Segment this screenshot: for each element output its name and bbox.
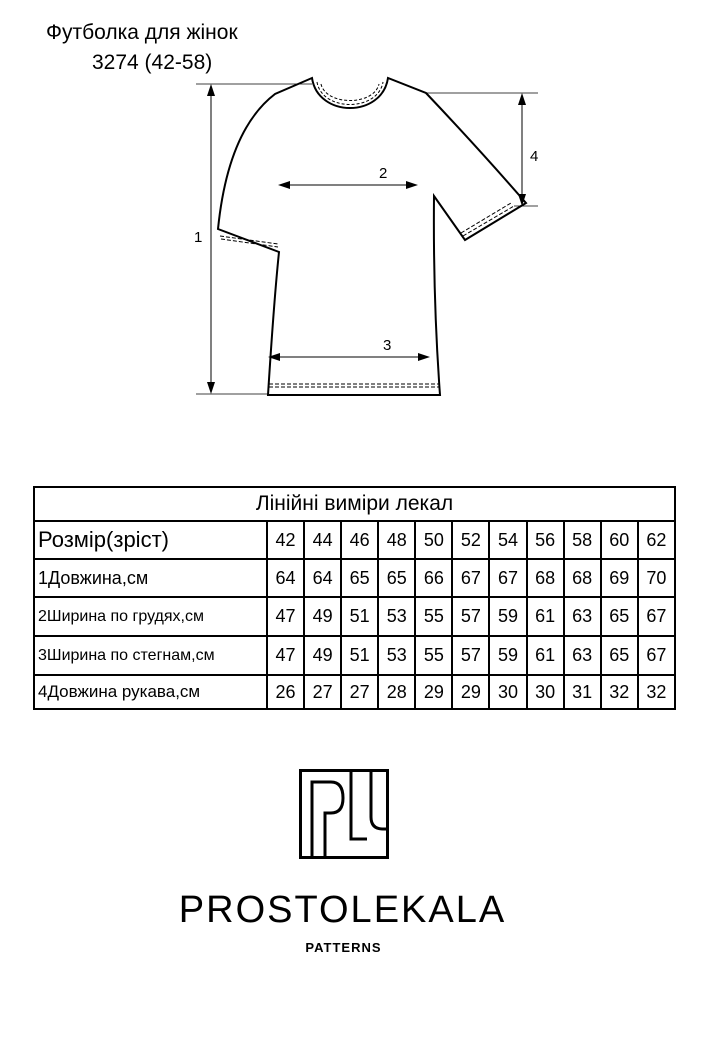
value-cell: 65 — [341, 559, 378, 597]
brand-name: PROSTOLEKALA — [178, 889, 507, 931]
right-sleeve-hem — [463, 206, 514, 236]
size-cell: 50 — [415, 521, 452, 559]
table-row — [34, 597, 675, 636]
size-cell: 52 — [452, 521, 489, 559]
row-label: 3Ширина по стегнам,см — [34, 636, 267, 675]
value-cell: 65 — [378, 559, 415, 597]
value-cell: 49 — [304, 597, 341, 636]
value-cell: 64 — [267, 559, 304, 597]
table-row — [34, 675, 675, 709]
arrowhead — [518, 93, 526, 105]
value-cell: 65 — [601, 636, 638, 675]
brand-logo-icon — [299, 769, 389, 859]
value-cell: 27 — [304, 675, 341, 709]
value-cell: 51 — [341, 636, 378, 675]
value-cell: 30 — [527, 675, 564, 709]
table-row — [34, 559, 675, 597]
size-cell: 56 — [527, 521, 564, 559]
value-cell: 47 — [267, 597, 304, 636]
size-cell: 46 — [341, 521, 378, 559]
value-cell: 57 — [452, 597, 489, 636]
row-label: 2Ширина по грудях,см — [34, 597, 267, 636]
value-cell: 64 — [304, 559, 341, 597]
value-cell: 69 — [601, 559, 638, 597]
value-cell: 53 — [378, 636, 415, 675]
value-cell: 28 — [378, 675, 415, 709]
table-row — [34, 636, 675, 675]
value-cell: 68 — [564, 559, 601, 597]
value-cell: 27 — [341, 675, 378, 709]
measure-label-4: 4 — [530, 148, 539, 165]
tshirt-outline — [218, 78, 526, 395]
value-cell: 67 — [638, 636, 675, 675]
measure-label-1: 1 — [194, 229, 203, 246]
value-cell: 26 — [267, 675, 304, 709]
value-cell: 59 — [489, 597, 526, 636]
value-cell: 63 — [564, 597, 601, 636]
size-cell: 58 — [564, 521, 601, 559]
value-cell: 66 — [415, 559, 452, 597]
value-cell: 29 — [415, 675, 452, 709]
arrowhead — [207, 382, 215, 394]
size-cell: 48 — [378, 521, 415, 559]
size-cell: 44 — [304, 521, 341, 559]
value-cell: 65 — [601, 597, 638, 636]
value-cell: 55 — [415, 636, 452, 675]
value-cell: 32 — [638, 675, 675, 709]
size-cell: 54 — [489, 521, 526, 559]
value-cell: 68 — [527, 559, 564, 597]
arrowhead — [406, 181, 418, 189]
right-sleeve-hem — [461, 203, 511, 233]
size-cell: 60 — [601, 521, 638, 559]
arrowhead — [207, 84, 215, 96]
measure-label-3: 3 — [383, 337, 392, 354]
row-label: 1Довжина,см — [34, 559, 267, 597]
row-label: 4Довжина рукава,см — [34, 675, 267, 709]
table-header-row — [34, 521, 675, 559]
arrowhead — [278, 181, 290, 189]
size-cell: 42 — [267, 521, 304, 559]
value-cell: 53 — [378, 597, 415, 636]
measure-label-2: 2 — [379, 165, 388, 182]
size-chart-table — [33, 486, 676, 710]
value-cell: 30 — [489, 675, 526, 709]
value-cell: 67 — [489, 559, 526, 597]
collar-stitch — [321, 84, 379, 101]
page-title: Футболка для жінок — [46, 21, 238, 44]
value-cell: 47 — [267, 636, 304, 675]
model-number: 3274 (42-58) — [92, 51, 213, 74]
value-cell: 57 — [452, 636, 489, 675]
value-cell: 61 — [527, 636, 564, 675]
value-cell: 55 — [415, 597, 452, 636]
value-cell: 61 — [527, 597, 564, 636]
value-cell: 32 — [601, 675, 638, 709]
value-cell: 51 — [341, 597, 378, 636]
value-cell: 29 — [452, 675, 489, 709]
value-cell: 67 — [638, 597, 675, 636]
value-cell: 70 — [638, 559, 675, 597]
size-cell: 62 — [638, 521, 675, 559]
value-cell: 49 — [304, 636, 341, 675]
value-cell: 67 — [452, 559, 489, 597]
header-label: Розмір(зріст) — [34, 521, 267, 559]
arrowhead — [418, 353, 430, 361]
tshirt-diagram — [0, 0, 703, 440]
brand-tagline: PATTERNS — [305, 940, 382, 955]
value-cell: 31 — [564, 675, 601, 709]
table-caption: Лінійні виміри лекал — [34, 487, 675, 521]
value-cell: 59 — [489, 636, 526, 675]
value-cell: 63 — [564, 636, 601, 675]
